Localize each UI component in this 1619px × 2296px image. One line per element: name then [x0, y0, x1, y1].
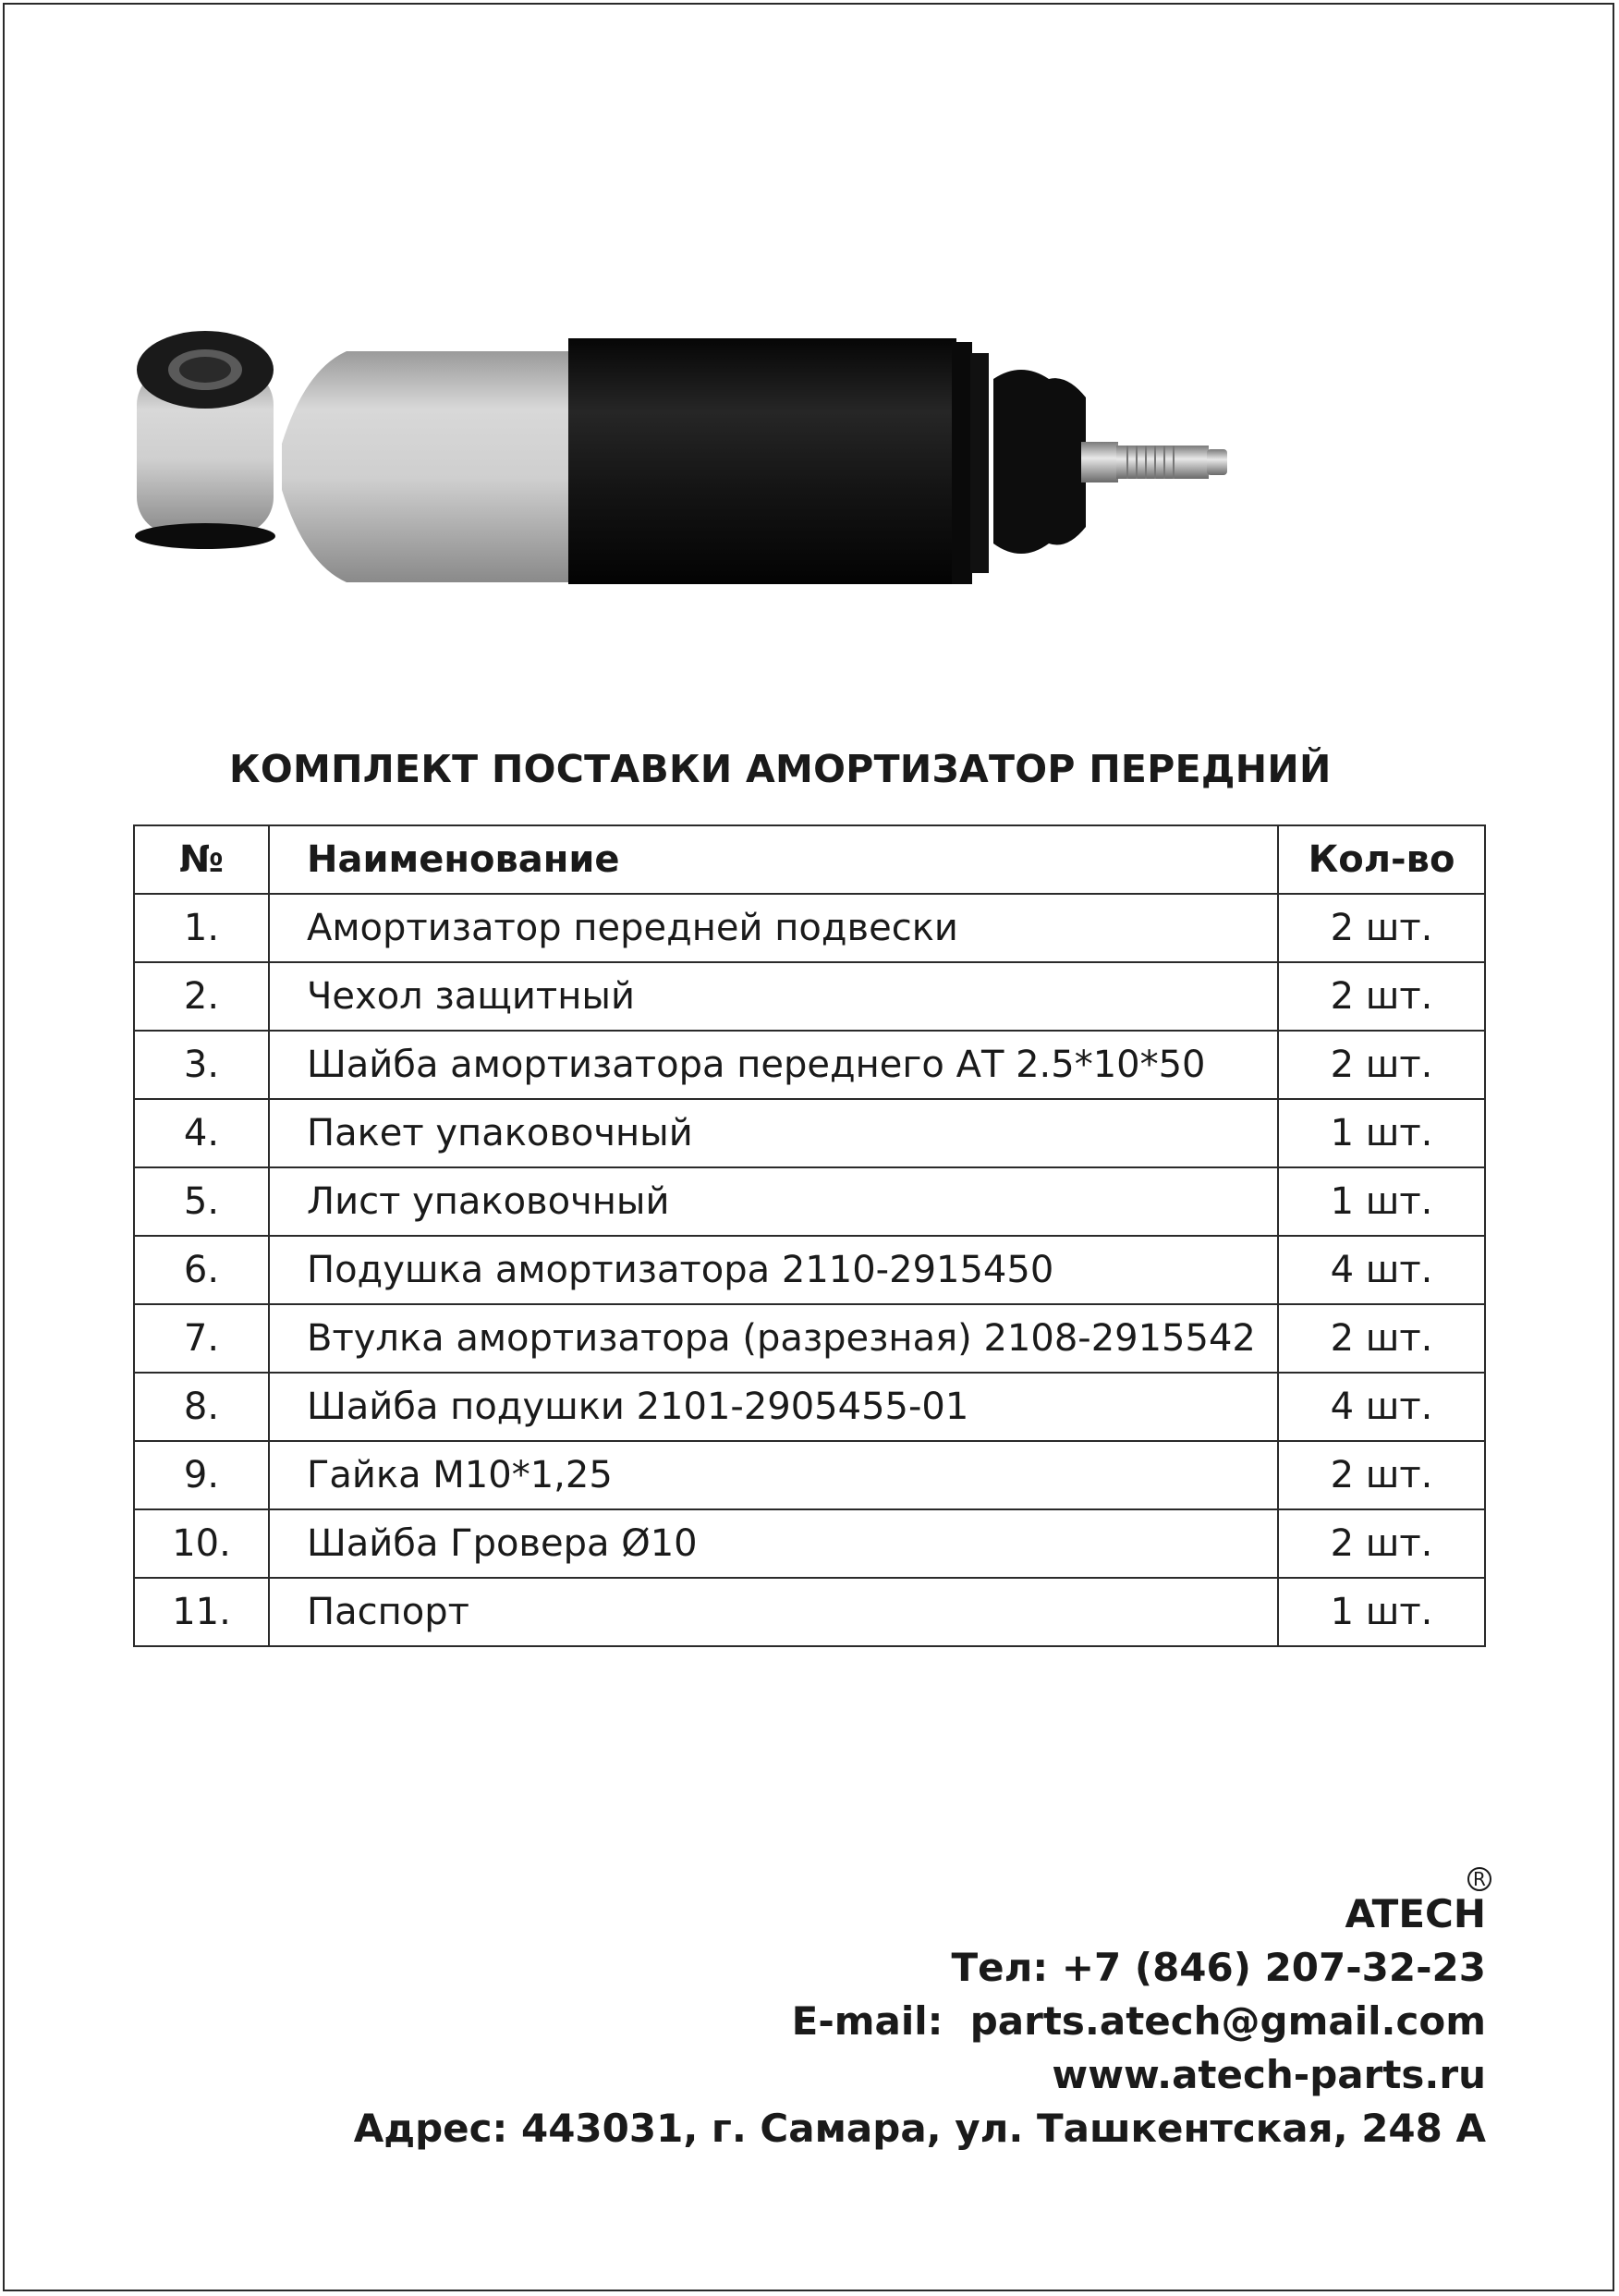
row-quantity: 2 шт.	[1278, 1304, 1485, 1373]
table-row	[134, 1373, 1485, 1441]
row-quantity: 1 шт.	[1278, 1167, 1485, 1236]
table-row	[134, 1509, 1485, 1578]
row-number: 5.	[134, 1167, 269, 1236]
table-row	[134, 1304, 1485, 1373]
registered-mark-icon: R	[1467, 1867, 1491, 1891]
header-number: №	[134, 825, 269, 894]
row-quantity: 2 шт.	[1278, 1509, 1485, 1578]
row-number: 7.	[134, 1304, 269, 1373]
website: www.atech-parts.ru	[1052, 2052, 1486, 2097]
row-number: 1.	[134, 894, 269, 962]
table-header-row	[134, 825, 1485, 894]
row-name: Пакет упаковочный	[269, 1099, 1278, 1167]
row-name: Шайба Гровера Ø10	[269, 1509, 1278, 1578]
row-quantity: 2 шт.	[1278, 894, 1485, 962]
black-housing	[568, 338, 956, 584]
row-name: Шайба амортизатора переднего АТ 2.5*10*50	[269, 1031, 1278, 1099]
table-row	[134, 894, 1485, 962]
row-quantity: 2 шт.	[1278, 1441, 1485, 1509]
piston-rod	[1081, 442, 1118, 482]
row-name: Лист упаковочный	[269, 1167, 1278, 1236]
row-number: 11.	[134, 1578, 269, 1646]
document-title: КОМПЛЕКТ ПОСТАВКИ АМОРТИЗАТОР ПЕРЕДНИЙ	[229, 747, 1332, 791]
brand-label: ATECH	[1345, 1891, 1486, 1936]
shock-absorber-illustration	[120, 305, 1506, 610]
row-quantity: 4 шт.	[1278, 1236, 1485, 1304]
row-name: Амортизатор передней подвески	[269, 894, 1278, 962]
row-number: 6.	[134, 1236, 269, 1304]
table-row	[134, 1441, 1485, 1509]
bump-stop	[993, 370, 1086, 554]
table-row	[134, 962, 1485, 1031]
address: Адрес: 443031, г. Самара, ул. Ташкентская, 248 А	[353, 2106, 1486, 2151]
table-row	[134, 1031, 1485, 1099]
row-quantity: 2 шт.	[1278, 962, 1485, 1031]
row-number: 9.	[134, 1441, 269, 1509]
brand-name	[1345, 1868, 1486, 1941]
row-quantity: 2 шт.	[1278, 1031, 1485, 1099]
table-row	[134, 1578, 1485, 1646]
row-number: 4.	[134, 1099, 269, 1167]
row-name: Подушка амортизатора 2110-2915450	[269, 1236, 1278, 1304]
row-name: Чехол защитный	[269, 962, 1278, 1031]
row-name: Втулка амортизатора (разрезная) 2108-2915542	[269, 1304, 1278, 1373]
email: E-mail: parts.atech@gmail.com	[791, 1998, 1486, 2044]
row-number: 2.	[134, 962, 269, 1031]
row-name: Паспорт	[269, 1578, 1278, 1646]
phone: Тел: +7 (846) 207-32-23	[951, 1945, 1486, 1990]
grey-cylinder	[282, 351, 573, 582]
table-row	[134, 1236, 1485, 1304]
eye-bushing	[135, 331, 275, 549]
row-number: 3.	[134, 1031, 269, 1099]
row-quantity: 1 шт.	[1278, 1099, 1485, 1167]
row-quantity: 1 шт.	[1278, 1578, 1485, 1646]
row-number: 8.	[134, 1373, 269, 1441]
table-row	[134, 1167, 1485, 1236]
header-quantity: Кол-во	[1278, 825, 1485, 894]
row-quantity: 4 шт.	[1278, 1373, 1485, 1441]
row-number: 10.	[134, 1509, 269, 1578]
contacts-block	[353, 1868, 1486, 2156]
row-name: Гайка М10*1,25	[269, 1441, 1278, 1509]
header-name: Наименование	[269, 825, 1278, 894]
delivery-kit-table	[133, 824, 1486, 1647]
table-row	[134, 1099, 1485, 1167]
row-name: Шайба подушки 2101-2905455-01	[269, 1373, 1278, 1441]
